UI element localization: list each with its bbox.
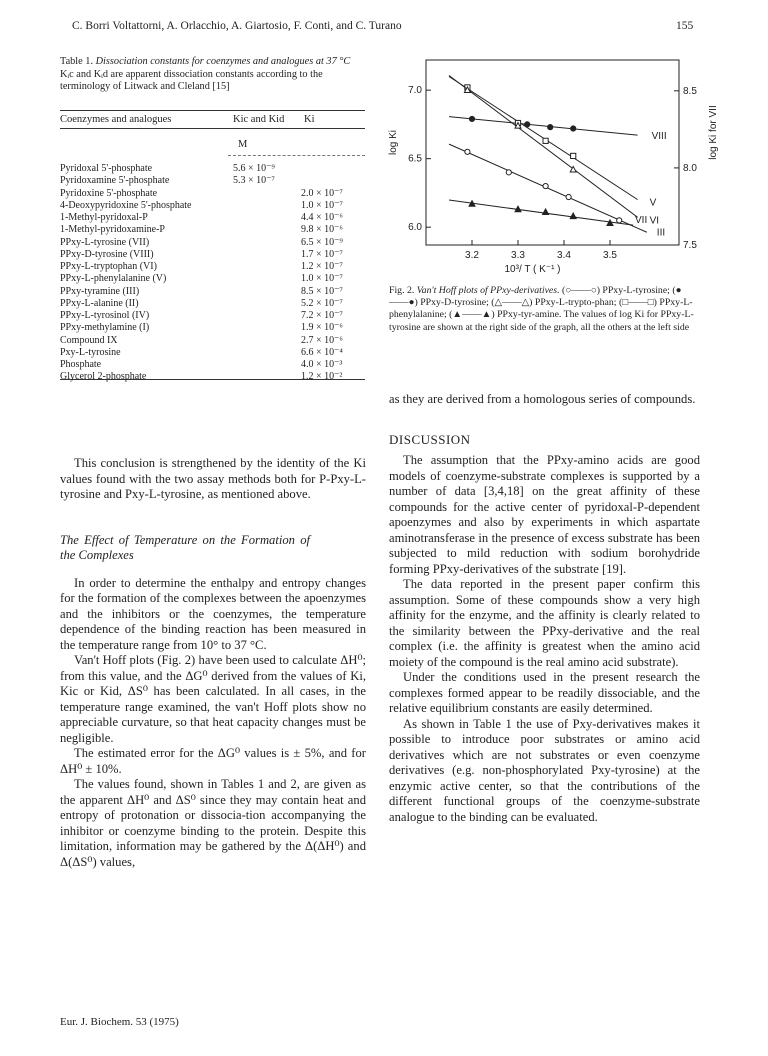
data-point <box>543 209 549 215</box>
data-point <box>469 116 474 121</box>
table-caption-text: Kᵢc and Kᵢd are apparent dissociation constants according to the terminology of Litwack and Cleland [15] <box>60 68 323 92</box>
journal-footer: Eur. J. Biochem. 53 (1975) <box>60 1016 179 1028</box>
table-cell-ki: 9.8 × 10⁻⁶ <box>301 224 343 236</box>
x-tick-label: 3.4 <box>557 250 571 261</box>
table-cell-name: Pxy-L-tyrosine <box>60 346 121 358</box>
figure-caption-text: (○——○) PPxy-L-tyrosine; (●——●) PPxy-D-tyrosine; (△——△) PPxy-L-trypto-phan; (□——□) PPxy-L-phenylalanine; (▲——▲) PPxy-tyr-amine. The values of log Ki for PPxy-L-tyrosine are shown at the right side of the graph, all the others at the left side <box>389 285 694 333</box>
table-cell-name: 1-Methyl-pyridoxamine-P <box>60 224 165 236</box>
continuation-text: as they are derived from a homologous series of compounds. <box>389 392 696 406</box>
discussion-paragraph: Under the conditions used in the present research the complexes formed appear to be readily dissociable, and the relative equilibrium constants are easily determined. <box>389 670 700 715</box>
table-caption-title: Dissociation constants for coenzymes and analogues at 37 °C <box>95 56 351 67</box>
x-tick-label: 3.3 <box>511 250 525 261</box>
discussion-paragraph: The data reported in the present paper confirm this assumption. Some of these compounds show a very high affinity for the enzyme, and the affinity is clearly related to the similarity between the PPxy-derivative and the real complex (i.e. the affinity is greatest when the amino acid moiety of the compound is the real amino acid substrate). <box>389 577 700 669</box>
data-point <box>617 218 622 223</box>
discussion-paragraph: As shown in Table 1 the use of Pxy-derivatives makes it possible to introduce poor substrates or amino acid derivatives which are not substrates or even coenzyme derivatives (e.g. non-phosphorylated Pxy-tyrosine) at the enzymic active center, so that the contributions of the different functional groups of the coenzyme-substrate analogue to the binding can be evaluated. <box>389 716 700 824</box>
x-tick-label: 3.2 <box>465 250 479 261</box>
table-unit: M <box>238 139 248 150</box>
y-right-tick-label: 8.0 <box>683 162 697 174</box>
data-point <box>570 213 576 219</box>
table-cell-ki: 2.0 × 10⁻⁷ <box>301 187 343 199</box>
figure-caption <box>389 285 699 334</box>
x-tick-label: 3.5 <box>603 250 617 261</box>
series-label: VIII <box>651 131 667 143</box>
body-paragraph: This conclusion is strengthened by the identity of the Ki values found with the two assay methods both for P-Pxy-L-tyrosine and Pxy-L-tyrosine, as mentioned above. <box>60 456 366 501</box>
series-label: V <box>649 197 657 209</box>
x-axis-label: 10³/ T ( K⁻¹ ) <box>504 264 561 275</box>
series-label: III <box>656 227 666 239</box>
data-point <box>548 125 553 130</box>
table-cell-name: PPxy-L-tryptophan (VI) <box>60 261 157 272</box>
table-cell-ki: 1.9 × 10⁻⁶ <box>301 322 343 334</box>
table-cell-ki: 2.7 × 10⁻⁶ <box>301 334 343 346</box>
y-tick-label: 6.0 <box>408 222 422 234</box>
table-header-rule <box>60 128 365 129</box>
series-line-vii <box>449 200 633 225</box>
table-cell-name: PPxy-L-phenylalanine (V) <box>60 273 167 285</box>
table-cell-ki: 1.7 × 10⁻⁷ <box>301 248 343 260</box>
table-top-rule <box>60 110 365 111</box>
vant-hoff-chart <box>383 48 723 278</box>
table-label: Table 1. <box>60 56 94 67</box>
table-header-ki: Ki <box>304 114 315 125</box>
data-point <box>506 170 511 175</box>
table-cell-ki: 1.0 × 10⁻⁷ <box>301 199 343 211</box>
table-cell-name: Compound IX <box>60 334 118 346</box>
table-cell-name: PPxy-D-tyrosine (VIII) <box>60 248 154 260</box>
table-cell-name: Pyridoxal 5'-phosphate <box>60 163 153 174</box>
data-point <box>543 138 548 143</box>
table-cell-name: PPxy-methylamine (I) <box>60 322 150 334</box>
body-paragraph: In order to determine the enthalpy and entropy changes for the formation of the complexes between the apoenzymes and the inhibitors or the coenzymes, the temperature dependence of the binding reaction has been measured in the temperature range from 10° to 37 °C. <box>60 575 366 652</box>
data-point <box>543 183 548 188</box>
table-cell-name: PPxy-L-alanine (II) <box>60 297 139 309</box>
body-paragraph: The values found, shown in Tables 1 and 2, are given as the apparent ΔH⁰ and ΔS⁰ since they may contain heat and entropy of protonation or dissocia-tion accompanying the inhibitor or coenzyme binding to the protein. Despite this limitation, information may be gathered by the Δ(ΔH⁰) and Δ(ΔS⁰) values, <box>60 777 366 869</box>
table-cell-name: 4-Deoxypyridoxine 5'-phosphate <box>60 199 192 211</box>
table-cell-name: Pyridoxamine 5'-phosphate <box>60 175 170 187</box>
data-point <box>571 153 576 158</box>
table-unit-rule <box>228 155 365 156</box>
table-cell-ki: 6.6 × 10⁻⁴ <box>301 346 343 358</box>
body-paragraph: The estimated error for the ΔG⁰ values is ± 5%, and for ΔH⁰ ± 10%. <box>60 746 366 776</box>
body-paragraph: Van't Hoff plots (Fig. 2) have been used to calculate ΔH⁰; from this value, and the ΔG⁰ derived from the values of Ki, Kic or Kid, ΔS⁰ has been calculated. In all cases, in the temperature range examined, the van't Hoff plots show no appreciable curvature, so that heat capacity changes must be negligible. <box>60 653 366 745</box>
table-cell-kic: 5.6 × 10⁻⁹ <box>233 163 275 174</box>
table-cell-name: Pyridoxine 5'-phosphate <box>60 187 158 199</box>
table-cell-name: Glycerol 2-phosphate <box>60 371 147 383</box>
left-column <box>60 456 366 870</box>
table-cell-name: PPxy-tyramine (III) <box>60 285 140 297</box>
table-cell-ki: 7.2 × 10⁻⁷ <box>301 310 343 321</box>
series-line-viii <box>449 117 638 136</box>
running-header-authors: C. Borri Voltattorni, A. Orlacchio, A. Giartosio, F. Conti, and C. Turano <box>72 20 402 32</box>
y-axis-label: log Ki <box>388 129 399 156</box>
figure-caption-title: Van't Hoff plots of PPxy-derivatives. <box>416 285 560 296</box>
table-cell-ki: 1.2 × 10⁻⁷ <box>301 261 343 272</box>
y-right-tick-label: 7.5 <box>683 240 697 251</box>
table-cell-ki: 4.4 × 10⁻⁶ <box>301 212 343 223</box>
discussion-heading: DISCUSSION <box>389 431 471 447</box>
table-cell-name: PPxy-L-tyrosinol (IV) <box>60 310 150 321</box>
table-cell-ki: 8.5 × 10⁻⁷ <box>301 285 343 297</box>
table-cell-kic: 5.3 × 10⁻⁷ <box>233 175 275 187</box>
table-caption <box>60 56 365 94</box>
discussion-paragraph: The assumption that the PPxy-amino acids are good models of coenzyme-substrate complexes is supported by a number of data [3,4,18] on the great affinity of these compounds for the active center of pyridoxal-P-dependent apoenzymes and also by experiments in which aspartate aminotransferase in the presence of excess substrate has been subjected to mild reduction with sodium borohydride forming PPxy-derivatives of the substrate [19]. <box>389 453 700 576</box>
table-cell-ki: 1.0 × 10⁻⁷ <box>301 273 343 285</box>
y-right-axis-label: log Ki for VII <box>708 105 719 160</box>
right-column <box>389 392 700 825</box>
series-label: VII <box>635 215 648 227</box>
table-cell-name: Phosphate <box>60 359 102 370</box>
section-subheading: The Effect of Temperature on the Formation of the Complexes <box>60 532 310 562</box>
y-right-tick-label: 8.5 <box>683 85 697 97</box>
page-number: 155 <box>676 20 694 32</box>
y-tick-label: 6.5 <box>408 153 422 165</box>
data-point <box>571 126 576 131</box>
table-cell-ki: 1.2 × 10⁻² <box>301 371 343 383</box>
series-label: VI <box>649 215 660 227</box>
figure-label: Fig. 2. <box>389 285 415 296</box>
table-header-kic-kid: Kic and Kid <box>233 114 285 125</box>
table-header-name: Coenzymes and analogues <box>60 114 172 125</box>
data-point <box>566 194 571 199</box>
table-cell-ki: 5.2 × 10⁻⁷ <box>301 297 343 309</box>
series-line-vi <box>449 75 638 217</box>
data-point <box>465 149 470 154</box>
y-tick-label: 7.0 <box>408 85 422 97</box>
table-cell-name: PPxy-L-tyrosine (VII) <box>60 236 150 248</box>
table-cell-ki: 6.5 × 10⁻⁹ <box>301 236 343 248</box>
table-cell-ki: 4.0 × 10⁻³ <box>301 359 343 370</box>
table-cell-name: 1-Methyl-pyridoxal-P <box>60 212 148 223</box>
